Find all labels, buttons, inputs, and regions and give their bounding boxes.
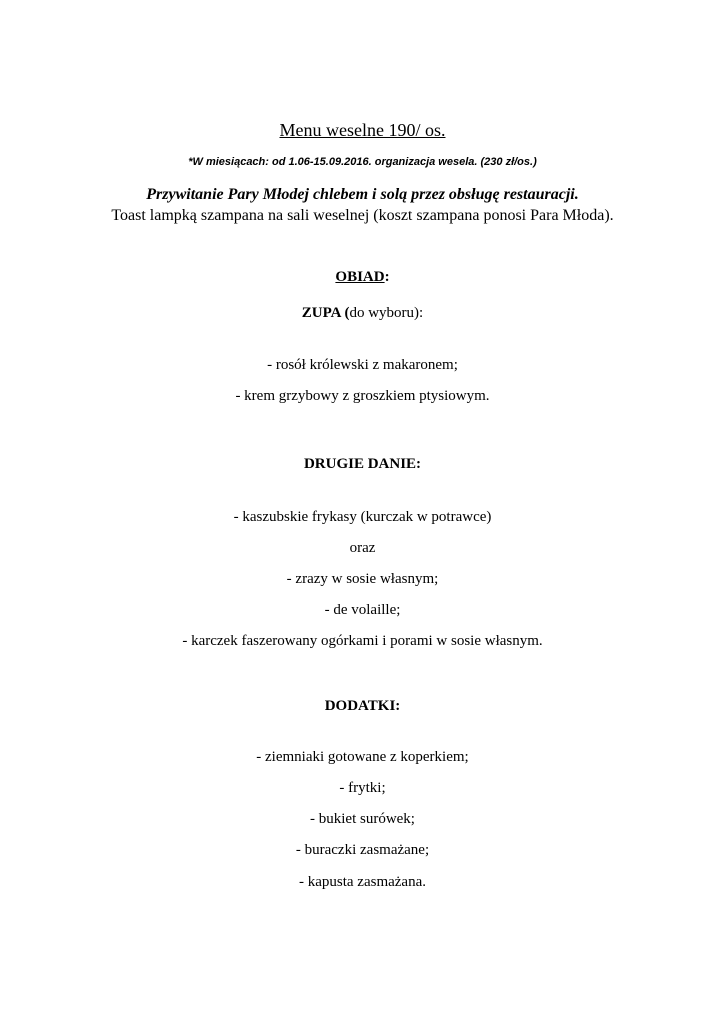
dodatki-item: - ziemniaki gotowane z koperkiem; [256,749,469,765]
obiad-heading-colon: : [384,269,390,285]
dodatki-item: - frytki; [339,780,386,796]
drugie-danie-item: oraz [349,540,376,556]
page-title: Menu weselne 190/ os. [279,120,446,140]
obiad-heading [0,268,725,286]
dodatki-heading: DODATKI: [324,698,401,714]
drugie-danie-item: - karczek faszerowany ogórkami i porami w sosie własnym. [182,633,543,649]
drugie-danie-item: - de volaille; [324,602,401,618]
drugie-danie-heading: DRUGIE DANIE: [303,456,422,472]
obiad-heading-label: OBIAD [335,269,385,285]
dodatki-item: - buraczki zasmażane; [295,842,430,858]
drugie-danie-item: - kaszubskie frykasy (kurczak w potrawce) [233,509,492,525]
dodatki-item: - kapusta zasmażana. [298,874,427,890]
zupa-item: - krem grzybowy z groszkiem ptysiowym. [235,388,490,404]
welcome-text: Przywitanie Pary Młodej chlebem i solą przez obsługę restauracji. [146,186,579,203]
toast-text: Toast lampką szampana na sali weselnej (koszt szampana ponosi Para Młoda). [111,207,614,224]
zupa-item: - rosół królewski z makaronem; [267,357,458,373]
dodatki-item: - bukiet surówek; [310,811,415,827]
zupa-heading [0,304,725,322]
zupa-heading-rest: do wyboru): [349,305,424,321]
season-note: *W miesiącach: od 1.06-15.09.2016. organizacja wesela. (230 zł/os.) [188,156,537,168]
drugie-danie-item: - zrazy w sosie własnym; [286,571,439,587]
zupa-heading-bold: ZUPA ( [301,305,350,321]
